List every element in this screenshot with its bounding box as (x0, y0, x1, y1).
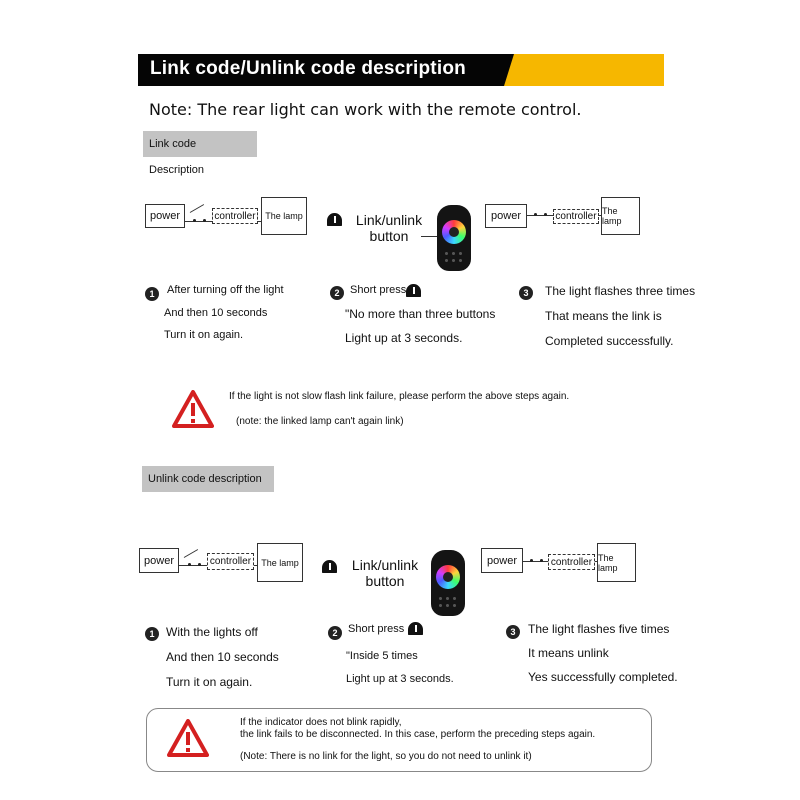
warning1-line2: (note: the linked lamp can't again link) (236, 416, 404, 427)
remote-control-icon (431, 550, 465, 616)
warning-triangle-icon (172, 390, 214, 428)
wire-dot (188, 563, 191, 566)
step1-line3: Turn it on again. (164, 329, 244, 341)
wire-dot (193, 219, 196, 222)
warning-triangle-icon (167, 719, 209, 757)
step-number-icon: 2 (328, 626, 342, 640)
wire-dot (540, 559, 543, 562)
warning2-line1: If the indicator does not blink rapidly, (240, 717, 402, 728)
step2-line1: "Inside 5 times (346, 650, 418, 662)
header-bar (138, 54, 664, 86)
step1-line1: After turning off the light (167, 284, 284, 296)
remote-buttons (443, 250, 465, 264)
step-number-icon: 3 (506, 625, 520, 639)
lamp-box: The lamp (597, 543, 636, 582)
step2-title: Short press (350, 284, 407, 296)
lamp-box: The lamp (601, 197, 640, 235)
switch (184, 549, 198, 558)
step2-title: Short press (348, 623, 405, 635)
link-button-label (346, 212, 432, 244)
step-number-icon: 3 (519, 286, 533, 300)
power-box: power (485, 204, 527, 228)
warning2-line2: the link fails to be disconnected. In this case, perform the preceding steps again. (240, 729, 596, 740)
power-box: power (139, 548, 179, 573)
step3-line3: Completed successfully. (545, 334, 674, 348)
step3-line2: It means unlink (528, 646, 609, 660)
step3-line2: That means the link is (545, 309, 662, 323)
wire-dot (544, 213, 547, 216)
step3-line3: Yes successfully completed. (528, 670, 678, 684)
step1-line3: Turn it on again. (166, 675, 253, 689)
step1-line2: And then 10 seconds (164, 307, 268, 319)
controller-box: controller (548, 554, 595, 570)
unlink-button-label (342, 557, 428, 589)
step2-line1: "No more than three buttons (345, 307, 496, 321)
unlink-section-label: Unlink code description (142, 466, 274, 492)
header-accent (504, 54, 664, 86)
press-button-icon (322, 560, 337, 573)
link-label-line2: button (369, 228, 409, 244)
warning1-line1: If the light is not slow flash link failure, please perform the above steps again. (229, 391, 570, 402)
press-button-icon (406, 284, 421, 297)
color-wheel (436, 565, 460, 589)
step-number-icon: 1 (145, 287, 159, 301)
power-box: power (145, 204, 185, 228)
step2-line2: Light up at 3 seconds. (345, 331, 463, 345)
link-label-line2: button (365, 573, 405, 589)
pointer-line (421, 236, 437, 237)
controller-box: controller (212, 208, 258, 224)
step-number-icon: 1 (145, 627, 159, 641)
step3-line1: The light flashes three times (545, 284, 696, 298)
lamp-box: The lamp (257, 543, 303, 582)
wire-dot (534, 213, 537, 216)
step1-line2: And then 10 seconds (166, 650, 279, 664)
step2-line2: Light up at 3 seconds. (346, 673, 454, 685)
link-label-line1: Link/unlink (351, 557, 419, 573)
color-wheel (442, 220, 466, 244)
link-label-line1: Link/unlink (355, 212, 423, 228)
wire-dot (198, 563, 201, 566)
link-section-label: Link code Description (143, 131, 257, 157)
step3-line1: The light flashes five times (528, 622, 670, 636)
switch (190, 204, 204, 213)
press-button-icon (408, 622, 423, 635)
wire-dot (530, 559, 533, 562)
note-text: Note: The rear light can work with the remote control. (149, 100, 582, 119)
wire-dot (203, 219, 206, 222)
controller-box: controller (207, 553, 254, 570)
controller-box: controller (553, 209, 599, 224)
page-title: Link code/Unlink code description (150, 58, 466, 79)
step-number-icon: 2 (330, 286, 344, 300)
power-box: power (481, 548, 523, 573)
warning2-line3: (Note: There is no link for the light, so you do not need to unlink it) (240, 751, 532, 762)
remote-buttons (437, 595, 459, 609)
remote-control-icon (437, 205, 471, 271)
lamp-box: The lamp (261, 197, 307, 235)
step1-line1: With the lights off (166, 625, 258, 639)
press-button-icon (327, 213, 342, 226)
